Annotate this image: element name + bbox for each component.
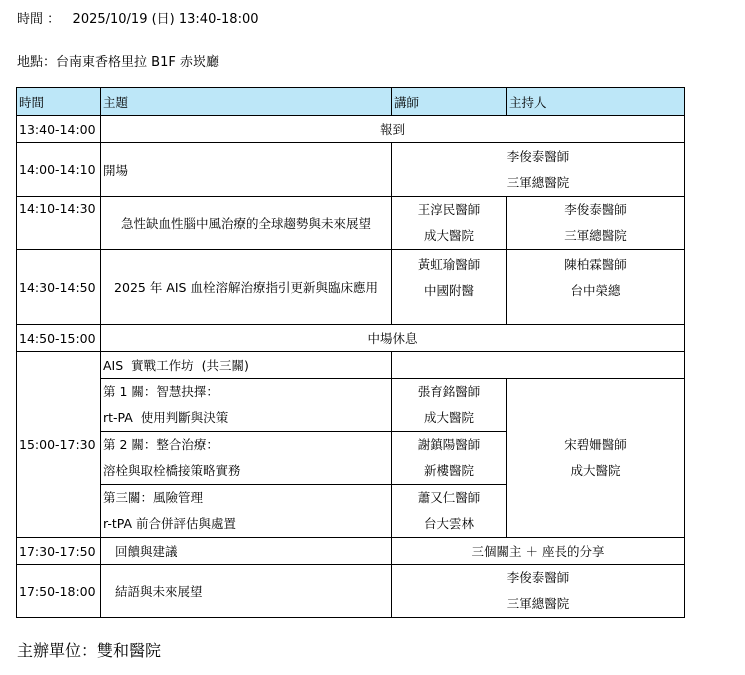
header-topic: 主題 [101, 88, 392, 116]
topic-cell: 報到 [101, 116, 685, 143]
level2-topic [101, 432, 392, 485]
host-name: 李俊泰醫師 [564, 202, 627, 217]
speaker-cell [392, 197, 507, 250]
topic-cell: 開場 [101, 143, 392, 197]
table-row [17, 565, 685, 618]
topic-cell: 2025 年 AIS 血栓溶解治療指引更新與臨床應用 [101, 250, 392, 325]
header-speaker: 講師 [392, 88, 507, 116]
speaker-org: 成大醫院 [423, 410, 474, 425]
level1-title: 第 1 關：智慧抉擇： [103, 384, 219, 399]
table-row [17, 143, 685, 197]
level3-title: 第三關：風險管理 [103, 490, 204, 505]
header-host: 主持人 [507, 88, 685, 116]
host-org: 成大醫院 [570, 463, 621, 478]
time-cell: 17:50-18:00 [17, 565, 101, 618]
host-name: 宋碧姍醫師 [564, 437, 627, 452]
location-label: 地點： [17, 55, 57, 70]
level1-subtitle: rt-PA 使用判斷與決策 [103, 410, 229, 425]
time-cell: 14:00-14:10 [17, 143, 101, 197]
event-time [17, 8, 259, 27]
organizer-name: 雙和醫院 [97, 641, 162, 660]
time-value: 2025/10/19 (日) 13:40-18:00 [72, 12, 259, 27]
speaker-name: 黃虹瑜醫師 [417, 257, 481, 272]
note-cell: 三個關主 ＋ 座長的分享 [392, 538, 685, 565]
person-cell [392, 143, 685, 197]
header-time: 時間 [17, 88, 101, 116]
level3-speaker [392, 485, 507, 538]
topic-cell: 中場休息 [101, 325, 685, 352]
workshop-title: AIS 實戰工作坊 (共三關) [101, 352, 392, 379]
topic-cell: 結語與未來展望 [101, 565, 392, 618]
person-cell [392, 565, 685, 618]
level2-speaker [392, 432, 507, 485]
table-row [17, 538, 685, 565]
table-row [17, 197, 685, 250]
agenda-table [16, 87, 685, 618]
topic-cell: 急性缺血性腦中風治療的全球趨勢與未來展望 [101, 197, 392, 250]
level1-speaker [392, 379, 507, 432]
speaker-name: 謝鎮陽醫師 [417, 437, 481, 452]
time-cell: 14:30-14:50 [17, 250, 101, 325]
empty-cell [392, 352, 685, 379]
level2-title: 第 2 關：整合治療： [103, 437, 219, 452]
person-name: 李俊泰醫師 [506, 570, 570, 585]
level3-subtitle: r-tPA 前合併評估與處置 [103, 516, 237, 531]
speaker-org: 新樓醫院 [423, 463, 474, 478]
speaker-name: 王淳民醫師 [417, 202, 481, 217]
organizer-line [17, 638, 161, 661]
workshop-host [507, 379, 685, 538]
person-name: 李俊泰醫師 [506, 148, 570, 164]
host-cell [507, 197, 685, 250]
person-org: 三軍總醫院 [506, 596, 570, 611]
time-cell: 15:00-17:30 [17, 352, 101, 538]
speaker-name: 張育銘醫師 [417, 384, 481, 399]
host-org: 三軍總醫院 [564, 228, 627, 243]
host-org: 台中榮總 [570, 283, 621, 298]
level2-subtitle: 溶栓與取栓橋接策略實務 [103, 463, 241, 478]
host-name: 陳柏霖醫師 [564, 257, 627, 272]
header-row [17, 88, 685, 116]
event-location [17, 51, 219, 70]
time-cell: 13:40-14:00 [17, 116, 101, 143]
topic-cell: 回饋與建議 [101, 538, 392, 565]
time-label: 時間 ： [17, 12, 61, 27]
speaker-name: 蕭又仁醫師 [417, 490, 481, 505]
table-row [17, 352, 685, 379]
speaker-org: 成大醫院 [423, 228, 474, 243]
table-row [17, 325, 685, 352]
time-cell: 17:30-17:50 [17, 538, 101, 565]
location-value: 台南東香格里拉 B1F 赤崁廳 [56, 55, 219, 70]
speaker-cell [392, 250, 507, 325]
organizer-label: 主辦單位： [17, 641, 98, 660]
person-org: 三軍總醫院 [506, 174, 570, 190]
table-row [17, 250, 685, 325]
level3-topic [101, 485, 392, 538]
host-cell [507, 250, 685, 325]
table-row [17, 116, 685, 143]
speaker-org: 台大雲林 [423, 516, 474, 531]
speaker-org: 中國附醫 [423, 283, 474, 298]
level1-topic [101, 379, 392, 432]
time-cell: 14:10-14:30 [17, 197, 101, 250]
table-row [17, 379, 685, 432]
time-cell: 14:50-15:00 [17, 325, 101, 352]
